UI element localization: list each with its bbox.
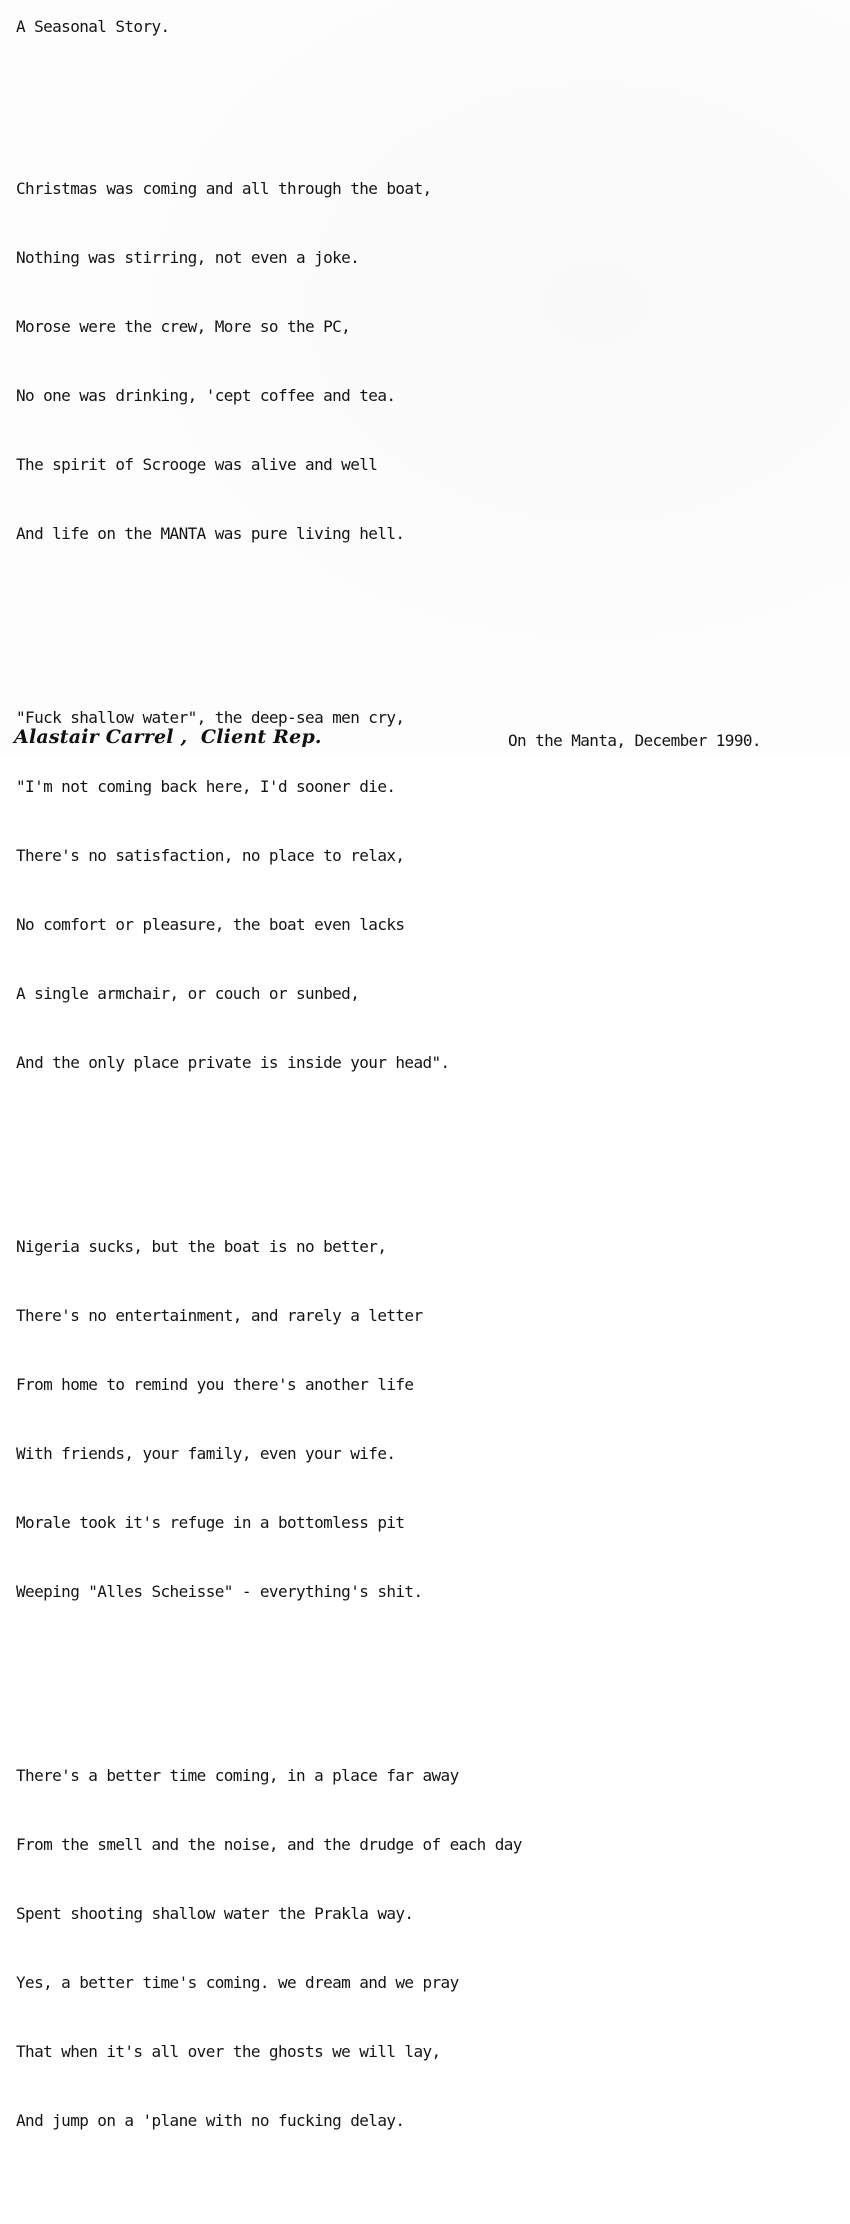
- poem-line: Morose were the crew, More so the PC,: [16, 317, 351, 336]
- stanza-1: [16, 131, 522, 591]
- poem-line: And life on the MANTA was pure living hell.: [16, 524, 405, 543]
- poem-line: Christmas was coming and all through the boat,: [16, 179, 432, 198]
- poem-line: From home to remind you there's another life: [16, 1375, 414, 1394]
- poem-line: Spent shooting shallow water the Prakla way.: [16, 1904, 414, 1923]
- stanza-3: [16, 1189, 522, 1649]
- poem-line: A single armchair, or couch or sunbed,: [16, 984, 360, 1003]
- dateline: On the Manta, December 1990.: [508, 731, 761, 750]
- poem-line: Yes, a better time's coming. we dream and we pray: [16, 1973, 459, 1992]
- stanza-4: [16, 1718, 522, 2178]
- poem-line: Weeping "Alles Scheisse" - everything's shit.: [16, 1582, 423, 1601]
- document-title: A Seasonal Story.: [16, 17, 170, 36]
- poem-line: There's no satisfaction, no place to relax,: [16, 846, 405, 865]
- poem-line: Nigeria sucks, but the boat is no better,: [16, 1237, 387, 1256]
- poem-line: And the only place private is inside your head".: [16, 1053, 450, 1072]
- poem-line: And jump on a 'plane with no fucking delay.: [16, 2111, 405, 2130]
- poem-line: "I'm not coming back here, I'd sooner die.: [16, 777, 396, 796]
- poem-line: The spirit of Scrooge was alive and well: [16, 455, 378, 474]
- poem-line: There's no entertainment, and rarely a letter: [16, 1306, 423, 1325]
- poem-line: No comfort or pleasure, the boat even lacks: [16, 915, 405, 934]
- poem: [16, 85, 522, 2224]
- poem-line: With friends, your family, even your wife.: [16, 1444, 396, 1463]
- poem-line: There's a better time coming, in a place far away: [16, 1766, 459, 1785]
- poem-line: "Fuck shallow water", the deep-sea men cry,: [16, 708, 405, 727]
- author-signature: Alastair Carrel , Client Rep.: [14, 726, 322, 748]
- poem-line: Nothing was stirring, not even a joke.: [16, 248, 360, 267]
- poem-line: No one was drinking, 'cept coffee and tea.: [16, 386, 396, 405]
- poem-line: That when it's all over the ghosts we will lay,: [16, 2042, 441, 2061]
- poem-line: From the smell and the noise, and the drudge of each day: [16, 1835, 522, 1854]
- poem-line: Morale took it's refuge in a bottomless pit: [16, 1513, 405, 1532]
